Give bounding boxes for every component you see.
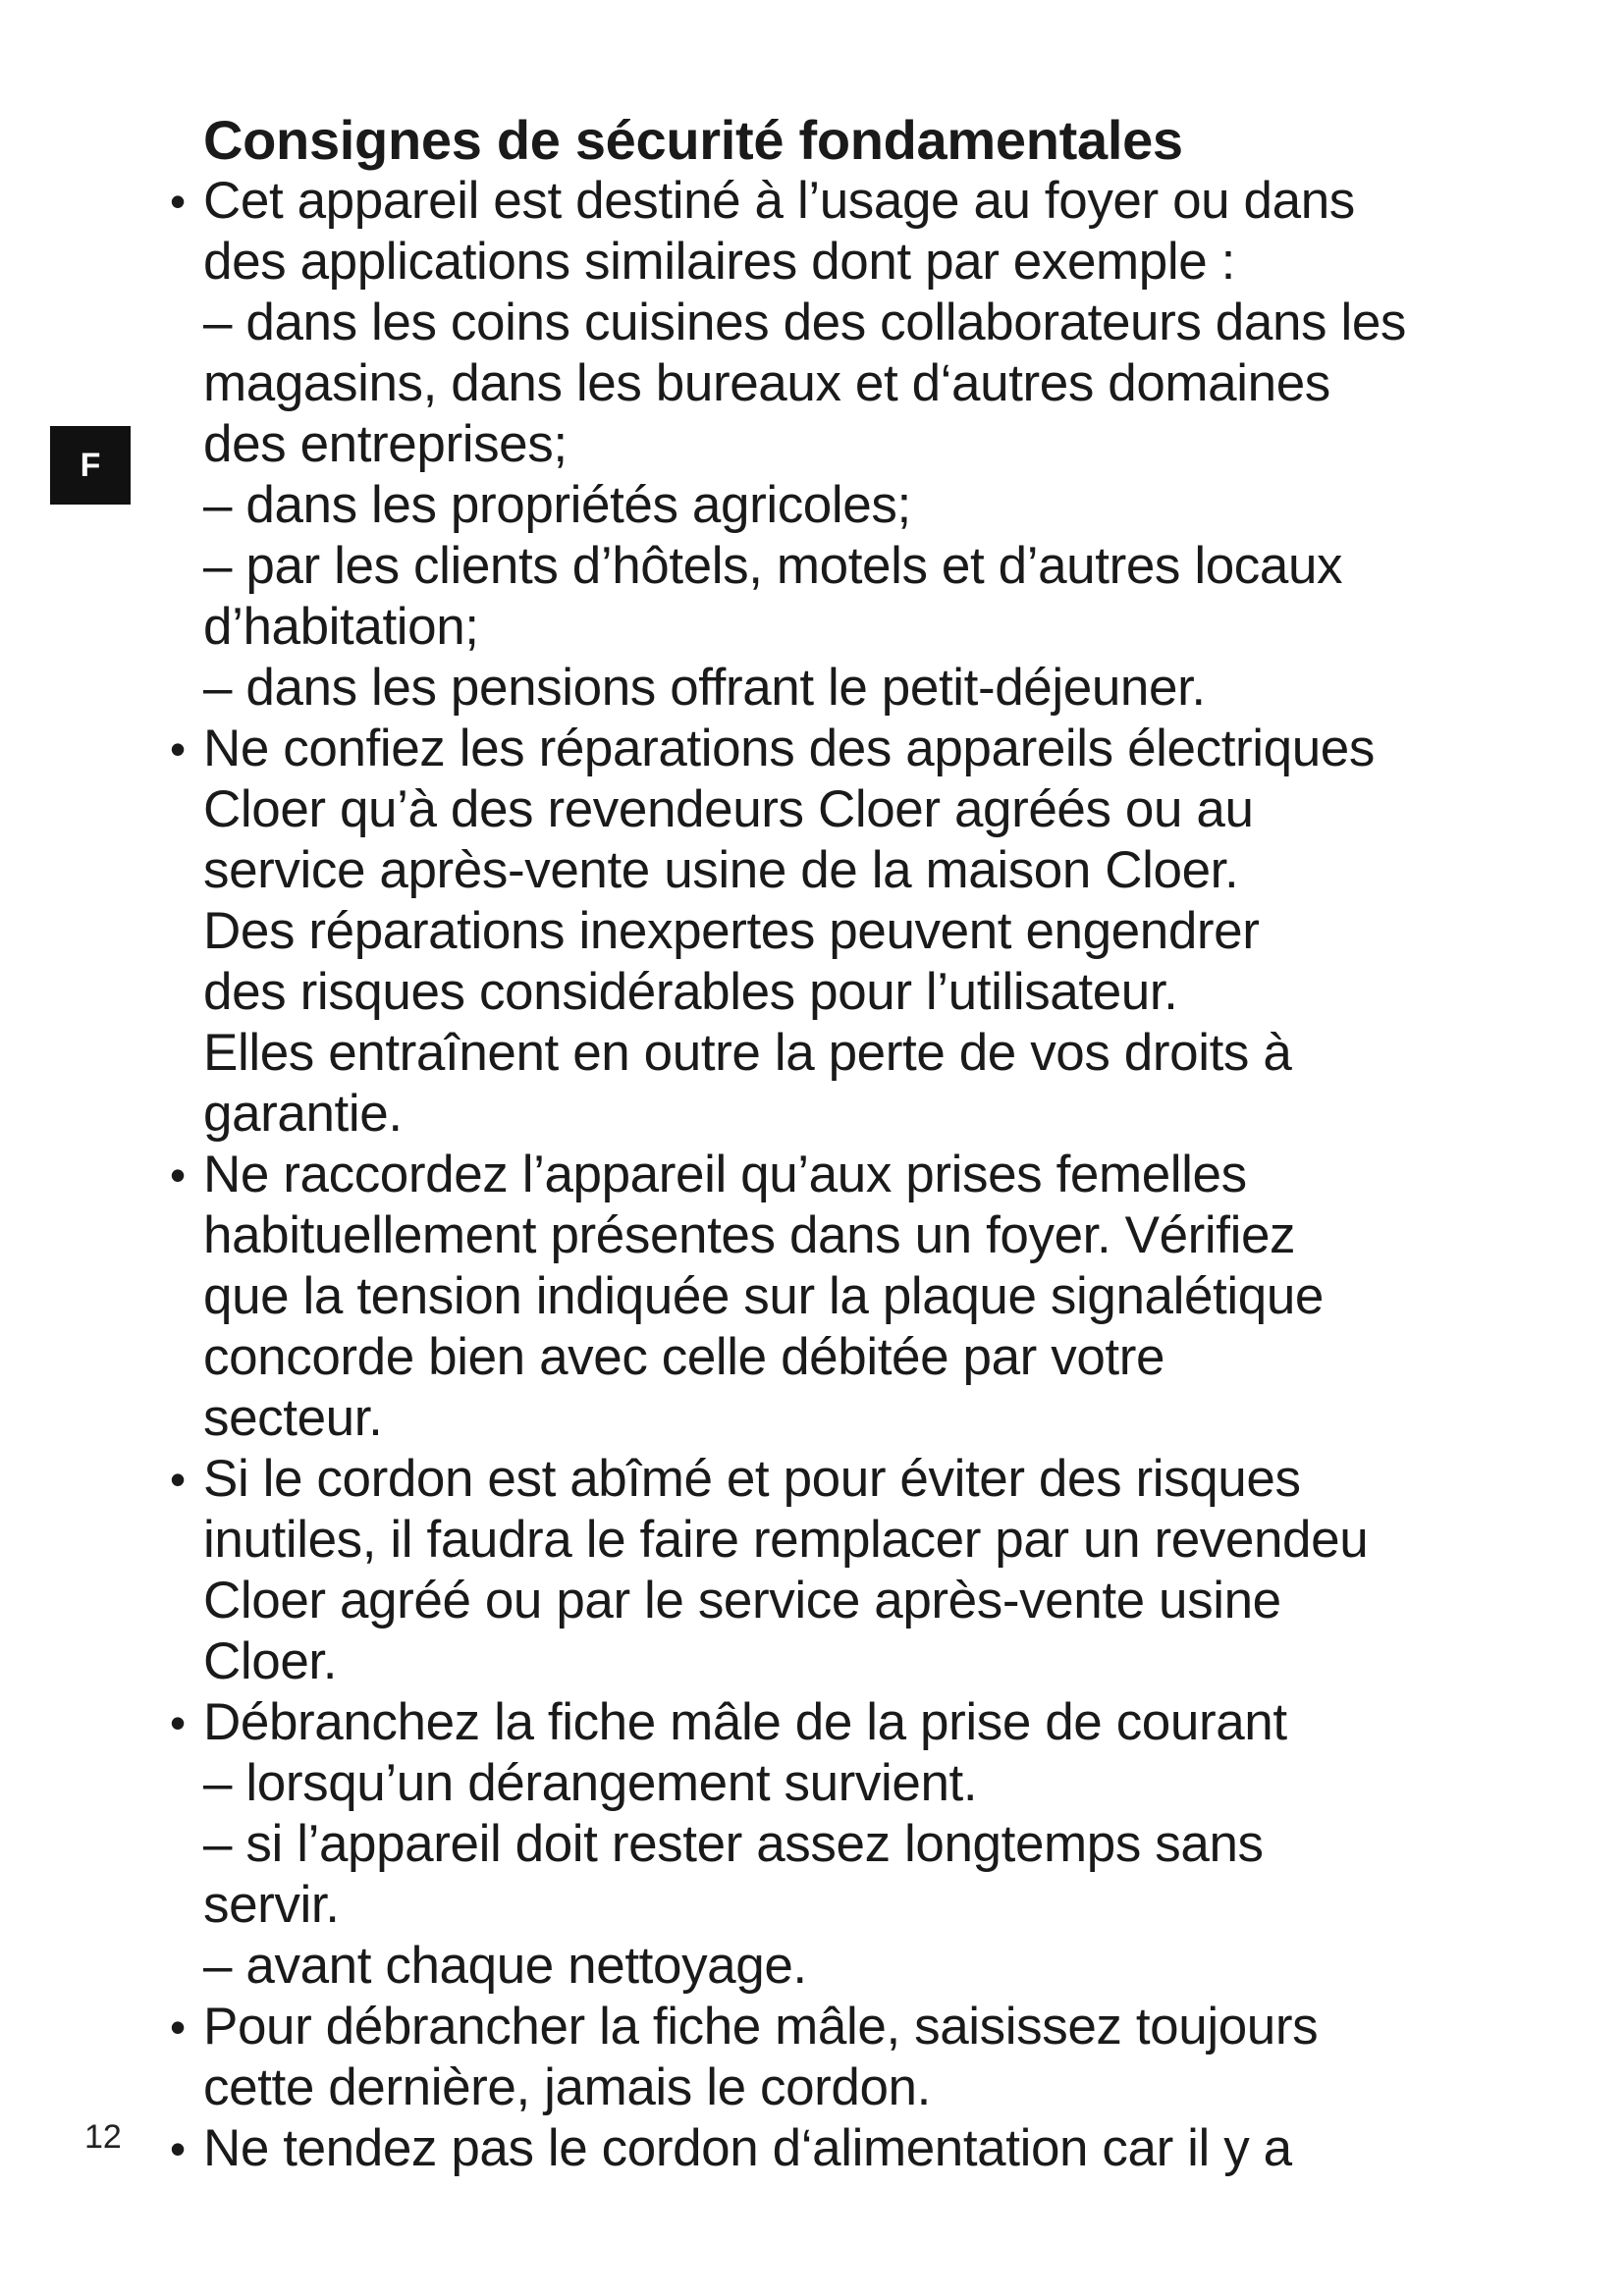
item-line: concorde bien avec celle débitée par votre: [203, 1328, 1165, 1386]
list-item: [169, 1145, 1578, 1449]
item-line: Débranchez la fiche mâle de la prise de courant: [203, 1693, 1287, 1751]
item-line: des risques considérables pour l’utilisateur.: [203, 963, 1178, 1021]
item-line: secteur.: [203, 1389, 383, 1447]
item-line: Ne confiez les réparations des appareils électriques: [203, 720, 1375, 777]
item-line: Ne tendez pas le cordon d‘alimentation car il y a: [203, 2119, 1292, 2177]
list-item: [169, 2118, 1578, 2179]
list-item: [169, 719, 1578, 1145]
item-line: Cloer qu’à des revendeurs Cloer agréés ou au: [203, 780, 1254, 838]
language-tab-label: F: [80, 446, 101, 484]
bullet-icon: •: [169, 2002, 187, 2053]
item-line: des entreprises;: [203, 415, 568, 473]
bullet-icon: •: [169, 1454, 187, 1505]
list-item: [169, 171, 1578, 719]
bullet-icon: •: [169, 176, 187, 227]
item-line: magasins, dans les bureaux et d‘autres domaines: [203, 354, 1330, 412]
safety-list: [169, 171, 1578, 2179]
item-line: garantie.: [203, 1085, 403, 1143]
item-line: Ne raccordez l’appareil qu’aux prises femelles: [203, 1146, 1247, 1203]
bullet-icon: •: [169, 2123, 187, 2174]
item-line: – lorsqu’un dérangement survient.: [203, 1754, 978, 1812]
item-line: d’habitation;: [203, 598, 479, 656]
item-line: Pour débrancher la fiche mâle, saisissez toujours: [203, 1998, 1319, 2056]
item-line: que la tension indiquée sur la plaque signalétique: [203, 1267, 1324, 1325]
item-line: Si le cordon est abîmé et pour éviter des risques: [203, 1450, 1301, 1508]
item-line: Des réparations inexpertes peuvent engendrer: [203, 902, 1260, 960]
item-line: – dans les pensions offrant le petit-déjeuner.: [203, 659, 1206, 717]
item-line: Cet appareil est destiné à l’usage au foyer ou dans: [203, 172, 1355, 230]
item-line: – par les clients d’hôtels, motels et d’autres locaux: [203, 537, 1343, 595]
item-line: service après-vente usine de la maison Cloer.: [203, 841, 1239, 899]
section-title: Consignes de sécurité fondamentales: [203, 109, 1183, 171]
page-number: 12: [84, 2118, 122, 2156]
item-line: – avant chaque nettoyage.: [203, 1937, 807, 1995]
item-line: des applications similaires dont par exemple :: [203, 233, 1235, 291]
list-item: [169, 1692, 1578, 1997]
page-content: [169, 109, 1578, 2179]
item-line: servir.: [203, 1876, 340, 1934]
item-line: Cloer agréé ou par le service après-vente usine: [203, 1572, 1281, 1629]
item-line: Elles entraînent en outre la perte de vos droits à: [203, 1024, 1292, 1082]
item-line: Cloer.: [203, 1632, 338, 1690]
item-line: inutiles, il faudra le faire remplacer par un revendeu: [203, 1511, 1369, 1569]
item-line: habituellement présentes dans un foyer. Vérifiez: [203, 1206, 1296, 1264]
item-line: – si l’appareil doit rester assez longtemps sans: [203, 1815, 1264, 1873]
language-tab: [50, 426, 131, 505]
item-line: cette dernière, jamais le cordon.: [203, 2058, 931, 2116]
item-line: – dans les propriétés agricoles;: [203, 476, 911, 534]
bullet-icon: •: [169, 1149, 187, 1201]
bullet-icon: •: [169, 1697, 187, 1748]
list-item: [169, 1449, 1578, 1692]
bullet-icon: •: [169, 723, 187, 774]
item-line: – dans les coins cuisines des collaborateurs dans les: [203, 294, 1406, 351]
list-item: [169, 1997, 1578, 2118]
